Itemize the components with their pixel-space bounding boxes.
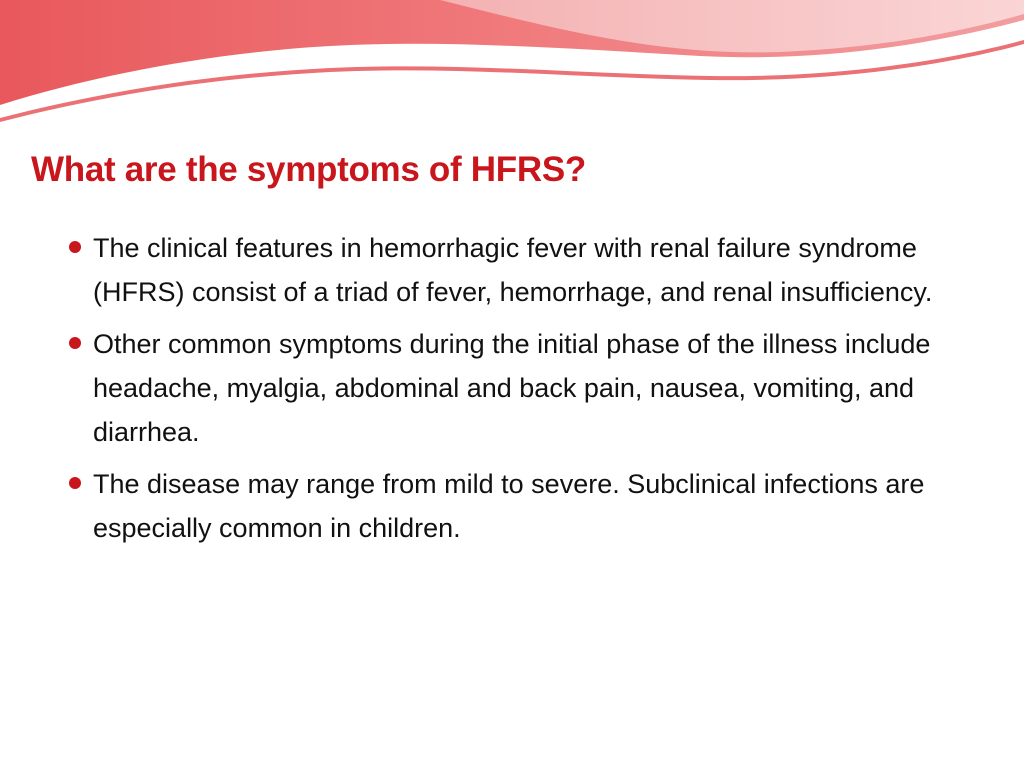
bullet-dot-icon: [69, 337, 81, 349]
bullet-item: [62, 462, 962, 550]
slide-title: What are the symptoms of HFRS?: [31, 150, 586, 189]
bullet-item: [62, 226, 962, 314]
bullet-text: Other common symptoms during the initial phase of the illness include headache, myalgia, abdominal and back pain, nausea, vomiting, and diarrhea.: [93, 329, 931, 447]
bullet-dot-icon: [69, 241, 81, 253]
bullet-list: [62, 226, 962, 558]
bullet-text: The disease may range from mild to severe. Subclinical infections are especially common in children.: [93, 469, 925, 543]
bullet-text: The clinical features in hemorrhagic fever with renal failure syndrome (HFRS) consist of a triad of fever, hemorrhage, and renal insufficiency.: [93, 233, 933, 307]
header-wave-decoration: [0, 0, 1024, 130]
bullet-item: [62, 322, 962, 454]
bullet-dot-icon: [69, 477, 81, 489]
